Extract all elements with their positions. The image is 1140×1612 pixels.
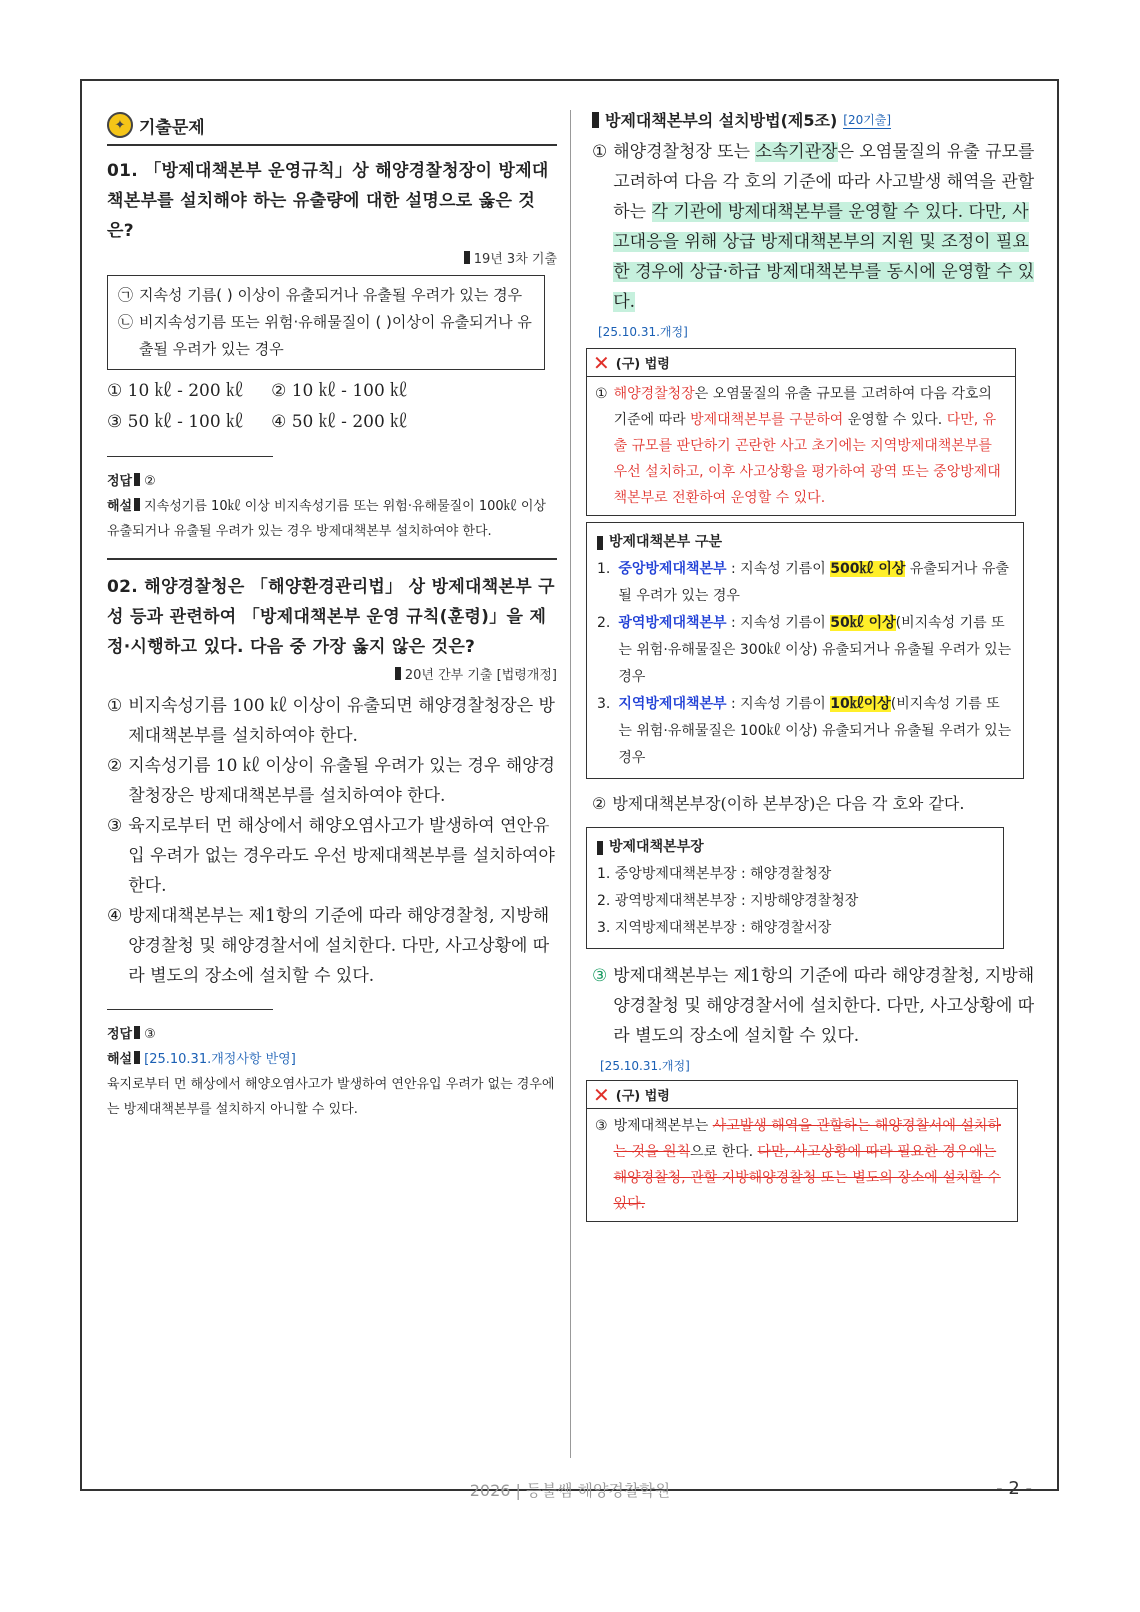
marker-icon [395, 667, 401, 680]
marker-icon [464, 251, 470, 264]
marker-icon [134, 498, 140, 511]
section-title: 기출문제 [139, 117, 205, 138]
left-column [107, 112, 557, 1122]
choice: ④ 방제대책본부는 제1항의 기준에 따라 해양경찰청, 지방해양경찰청 및 해양경찰서에 설치한다. 다만, 사고상황에 따라 별도의 장소에 설치할 수 있다. [107, 906, 550, 986]
section-header [107, 112, 557, 138]
choice: ② 10 ㎘ - 100 ㎘ [271, 381, 408, 401]
amend-tag: [25.10.31.개정] [600, 1059, 690, 1073]
q2-title: 02. 해양경찰청은 「해양환경관리법」 상 방제대책본부 구성 등과 관련하여 「방제대책본부 운영 규칙(훈령)」을 제정·시행하고 있다. 다음 중 가장 옳지 않은 것은? [107, 577, 555, 657]
q2-source: 20년 간부 기출 [법령개정] [107, 664, 557, 683]
answer-rule [107, 1009, 273, 1010]
q2-answer: 정답 ③ [107, 1027, 156, 1042]
type-item: 2. 광역방제대책본부 : 지속성 기름이 50㎘ 이상(비지속성 기름 또는 위험·유해물질은 300㎘ 이상) 유출되거나 유출될 우려가 있는 경우 [597, 615, 1012, 685]
types-box: 방제대책본부 구분 1. 중앙방제대책본부 : 지속성 기름이 500㎘ 이상 유출되거나 유출될 우려가 있는 경우 2. 광역방제대책본부 : 지속성 기름이 50㎘ 이상(비지속성 기름 또는 위험·유해물질은 300㎘ 이상) 유출되거나 유출될 우려가 있는 경우 3. 지역방제대책본부 : 지속성 기름이 10㎘이상(비지속성 기름 또는 위험·유해물질은 100㎘ 이상) 유출되거나 유출될 우려가 있는 경우 [586, 522, 1024, 779]
x-icon: ✕ [593, 350, 610, 375]
chief-item: 1. 중앙방제대책본부장 : 해양경찰청장 [597, 866, 832, 882]
condition-item: ㉡ 비지속성기름 또는 위험·유해물질이 ( )이상이 유출되거나 유출될 우려가 있는 경우 [118, 313, 532, 358]
old-law-box-3: ✕ (구) 법령 ③ 방제대책본부는 사고발생 해역을 관할하는 해양경찰서에 설치하는 것을 원칙으로 한다. 다만, 사고상황에 따라 필요한 경우에는 해양경찰청, 관할 지방해양경찰청 또는 별도의 장소에 설치할 수 있다. [586, 1080, 1018, 1222]
choice: ② 지속성기름 10 ㎘ 이상이 유출될 우려가 있는 경우 해양경찰청장은 방제대책본부를 설치하여야 한다. [107, 756, 555, 806]
article-paragraph-1: ① 해양경찰청장 또는 소속기관장은 오염물질의 유출 규모를 고려하여 다음 각 호의 기준에 따라 사고발생 해역을 관할하는 각 기관에 방제대책본부를 운영할 수 있다. 다만, 사고대응을 위해 상급 방제대책본부의 지원 및 조정이 필요한 경우에 상급·하급 방제대책본부를 동시에 운영할 수 있다. [592, 142, 1035, 312]
type-item: 1. 중앙방제대책본부 : 지속성 기름이 500㎘ 이상 유출되거나 유출될 우려가 있는 경우 [597, 561, 1009, 604]
type-item: 3. 지역방제대책본부 : 지속성 기름이 10㎘이상(비지속성 기름 또는 위험·유해물질은 100㎘ 이상) 유출되거나 유출될 우려가 있는 경우 [597, 696, 1012, 766]
section-rule [107, 144, 557, 146]
question-separator [107, 558, 557, 560]
q1-choices [107, 376, 557, 438]
chief-item: 2. 광역방제대책본부장 : 지방해양경찰청장 [597, 893, 859, 909]
article-paragraph-3: ③ 방제대책본부는 제1항의 기준에 따라 해양경찰청, 지방해양경찰청 및 해양경찰서에 설치한다. 다만, 사고상황에 따라 별도의 장소에 설치할 수 있다. [592, 966, 1035, 1046]
choice: ④ 50 ㎘ - 200 ㎘ [271, 412, 408, 432]
q1-conditions-box [107, 275, 545, 370]
chief-item: 3. 지역방제대책본부장 : 해양경찰서장 [597, 920, 832, 936]
x-icon: ✕ [593, 1082, 610, 1107]
old-law-box-1: ✕ (구) 법령 ① 해양경찰청장은 오염물질의 유출 규모를 고려하여 다음 각호의 기준에 따라 방제대책본부를 구분하여 운영할 수 있다. 다만, 유출 규모를 판단하기 곤란한 사고 초기에는 지역방제대책본부를 우선 설치하고, 이후 사고상황을 평가하여 광역 또는 중앙방제대책본부로 전환하여 운영할 수 있다. [586, 348, 1016, 516]
exam-tag: [20기출] [843, 112, 892, 127]
marker-icon [134, 1026, 140, 1039]
lightbulb-icon: ✦ [107, 112, 133, 138]
right-column [592, 108, 1044, 1222]
choice: ③ 50 ㎘ - 100 ㎘ [107, 412, 244, 432]
column-divider [570, 110, 571, 1458]
choice: ① 10 ㎘ - 200 ㎘ [107, 381, 244, 401]
choice: ① 비지속성기름 100 ㎘ 이상이 유출되면 해양경찰청장은 방제대책본부를 설치하여야 한다. [107, 696, 555, 746]
page-number: - 2 - [996, 1478, 1032, 1499]
marker-icon [134, 473, 140, 486]
q1-explanation: 해설 지속성기름 10㎘ 이상 비지속성기름 또는 위험·유해물질이 100㎘ 이상 유출되거나 유출될 우려가 있는 경우 방제대책본부 설치하여야 한다. [107, 499, 546, 539]
q1-title: 01. 「방제대책본부 운영규칙」상 해양경찰청장이 방제대책본부를 설치해야 하는 유출량에 대한 설명으로 옳은 것은? [107, 161, 549, 241]
amend-tag: [25.10.31.개정] [598, 325, 688, 339]
marker-icon [592, 112, 599, 128]
q2-explanation: 해설 [25.10.31.개정사항 반영] 육지로부터 먼 해상에서 해양오염사고가 발생하여 연안유입 우려가 없는 경우에는 방제대책본부를 설치하지 아니할 수 있다. [107, 1052, 555, 1117]
right-heading: 방제대책본부의 설치방법(제5조) [20기출] [592, 108, 1044, 131]
article-paragraph-2: ② 방제대책본부장(이하 본부장)은 다음 각 호와 같다. [592, 794, 965, 813]
q1-source: 19년 3차 기출 [107, 248, 557, 267]
condition-item: ㉠ 지속성 기름( ) 이상이 유출되거나 유출될 우려가 있는 경우 [118, 286, 523, 304]
q2-choices [107, 691, 557, 991]
marker-icon [597, 536, 603, 550]
marker-icon [134, 1051, 140, 1064]
choice: ③ 육지로부터 먼 해상에서 해양오염사고가 발생하여 연안유입 우려가 없는 경우라도 우선 방제대책본부를 설치하여야 한다. [107, 816, 555, 896]
marker-icon [597, 841, 603, 855]
footer-text: 2026 | 등불쌤 해양경찰학원 [469, 1481, 671, 1500]
answer-rule [107, 456, 273, 457]
chiefs-box: 방제대책본부장 1. 중앙방제대책본부장 : 해양경찰청장 2. 광역방제대책본부장 : 지방해양경찰청장 3. 지역방제대책본부장 : 해양경찰서장 [586, 827, 1004, 949]
q1-answer: 정답 ② [107, 474, 156, 489]
